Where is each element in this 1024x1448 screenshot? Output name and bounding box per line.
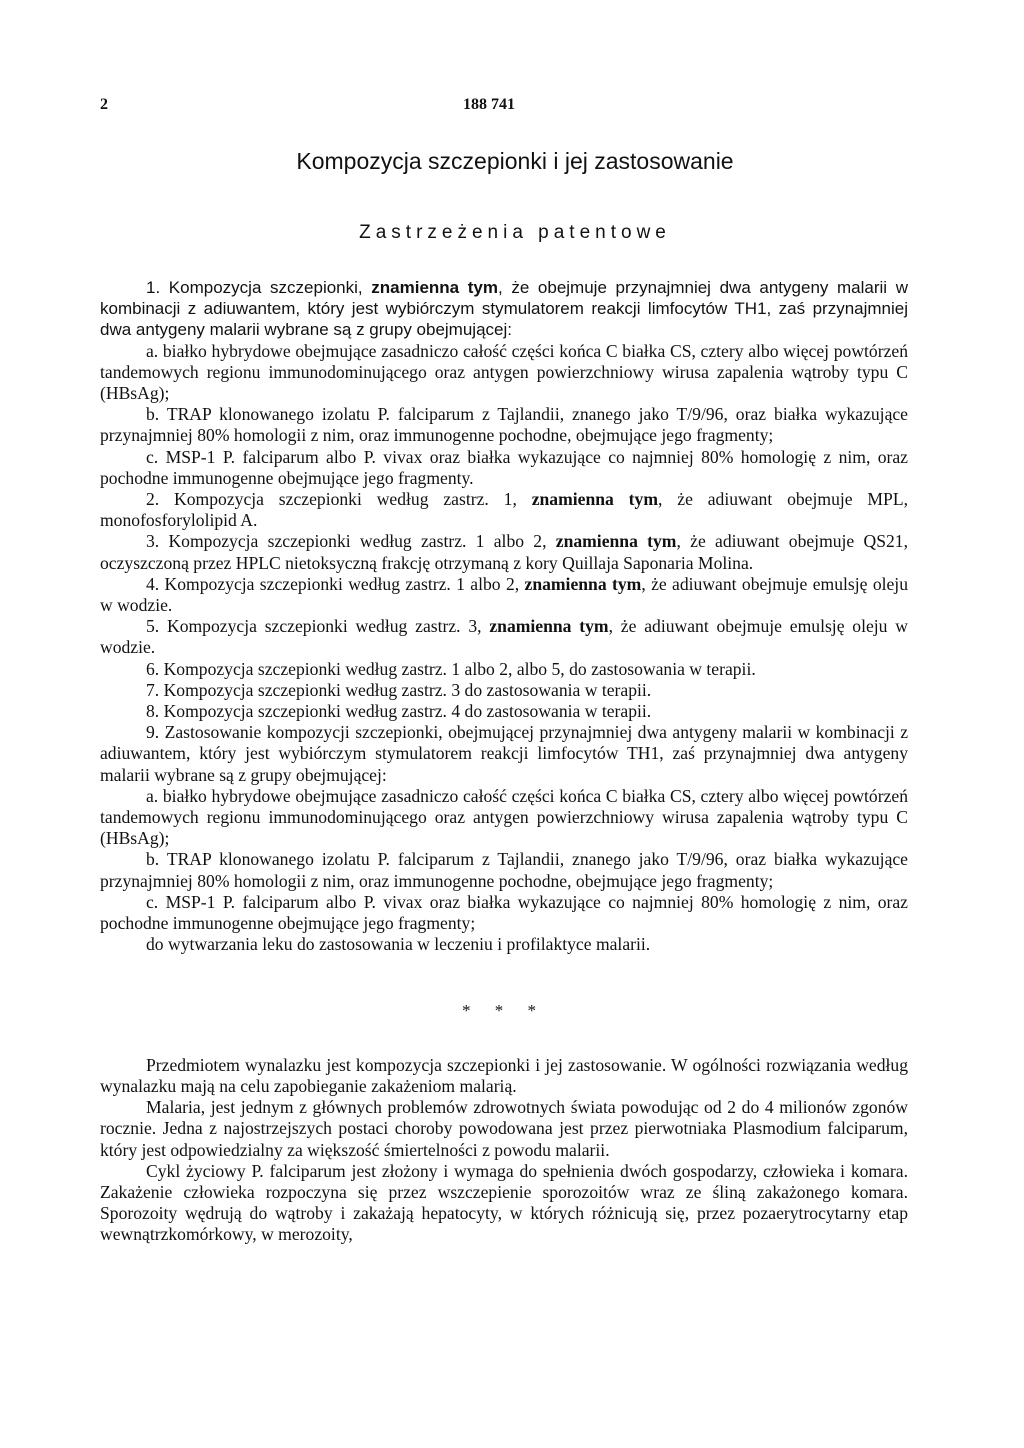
description-paragraph: Malaria, jest jednym z głównych problemów zdrowotnych świata powodując od 2 do 4 milionów zgonów rocznie. Jedna z najostrzejszych postaci choroby powodowana jest przez pierwotniaka Plasmodium falciparum, który jest odpowiedzialny za większość śmiertelności z powodu malarii.	[100, 1097, 908, 1160]
claim-8: 8. Kompozycja szczepionki według zastrz. 4 do zastosowania w terapii.	[146, 701, 652, 722]
claim-1-item-b: b. TRAP klonowanego izolatu P. falciparum z Tajlandii, znanego jako T/9/96, oraz białka wykazujące przynajmniej 80% homologii z nim, oraz immunogenne pochodne, obejmujące jego fragmenty;	[100, 404, 908, 446]
claim-3	[100, 531, 908, 573]
claim-1-item-a: a. białko hybrydowe obejmujące zasadniczo całość części końca C białka CS, cztery albo więcej powtórzeń tandemowych regionu immunodominującego oraz antygen powierzchniowy wirusa zapalenia wątroby typu C (HBsAg);	[100, 340, 908, 404]
claim-2-text: 2. Kompozycja szczepionki według zastrz. 1,	[146, 489, 532, 510]
claim-9-item-c: c. MSP-1 P. falciparum albo P. vivax oraz białka wykazujące co najmniej 80% homologię z nim, oraz pochodne immunogenne obejmujące jego fragmenty;	[100, 891, 908, 934]
claim-9-ending: do wytwarzania leku do zastosowania w leczeniu i profilaktyce malarii.	[146, 934, 651, 955]
claim-4	[100, 574, 908, 616]
page-number: 2	[100, 96, 108, 113]
claim-1-keyword: znamienna tym	[371, 278, 498, 297]
claim-4-text-cont: , że adiuwant obejmuje emulsję oleju w wodzie.	[100, 573, 908, 616]
claim-5-text-cont: , że adiuwant obejmuje emulsję oleju w wodzie.	[100, 616, 908, 658]
claim-4-text: 4. Kompozycja szczepionki według zastrz. 1 albo 2,	[146, 573, 525, 594]
claims-heading: Zastrzeżenia patentowe	[359, 222, 671, 243]
claim-3-text: 3. Kompozycja szczepionki według zastrz. 1 albo 2,	[146, 531, 556, 552]
claim-7: 7. Kompozycja szczepionki według zastrz. 3 do zastosowania w terapii.	[146, 679, 652, 700]
claim-5-text: 5. Kompozycja szczepionki według zastrz. 3,	[146, 616, 490, 637]
section-separator: * * *	[462, 1000, 546, 1020]
claim-2-keyword: znamienna tym	[531, 489, 658, 510]
claim-5-keyword: znamienna tym	[489, 616, 609, 637]
document-body	[100, 277, 908, 1246]
claim-5	[100, 616, 908, 658]
claim-9-item-a: a. białko hybrydowe obejmujące zasadniczo całość części końca C białka CS, cztery albo więcej powtórzeń tandemowych regionu immunodominującego oraz antygen powierzchniowy wirusa zapalenia wątroby typu C (HBsAg);	[100, 785, 908, 849]
claim-1	[100, 277, 908, 341]
claim-4-keyword: znamienna tym	[524, 573, 642, 594]
document-title: Kompozycja szczepionki i jej zastosowanie	[296, 148, 734, 174]
claim-1-text-cont: , że obejmuje przynajmniej dwa antygeny malarii w kombinacji z adiuwantem, który jest wybiórczym stymulatorem reakcji limfocytów TH1, zaś przynajmniej dwa antygeny malarii wybrane są z grupy obejmującej:	[100, 278, 908, 340]
page-header	[100, 96, 930, 120]
claim-3-keyword: znamienna tym	[555, 531, 677, 552]
claim-1-item-c: c. MSP-1 P. falciparum albo P. vivax oraz białka wykazujące co najmniej 80% homologię z nim, oraz pochodne immunogenne obejmujące jego fragmenty.	[100, 446, 908, 488]
claim-1-text: 1. Kompozycja szczepionki,	[146, 278, 372, 297]
description-paragraph: Cykl życiowy P. falciparum jest złożony i wymaga do spełnienia dwóch gospodarzy, człowieka i komara. Zakażenie człowieka rozpoczyna się przez wszczepienie sporozoitów wraz ze śliną zakażonego komara. Sporozoity wędrują do wątroby i zakażają hepatocyty, w których różnicują się, przez pozaerytrocytarny etap wewnątrzkomórkowy, w merozoity,	[100, 1160, 908, 1245]
claim-3-text-cont: , że adiuwant obejmuje QS21, oczyszczoną przez HPLC nietoksyczną frakcję otrzymaną z kory Quillaja Saponaria Molina.	[100, 531, 908, 573]
patent-number: 188 741	[463, 96, 515, 113]
claim-9-item-b: b. TRAP klonowanego izolatu P. falciparum z Tajlandii, znanego jako T/9/96, oraz białka wykazujące przynajmniej 80% homologii z nim, oraz immunogenne pochodne, obejmujące jego fragmenty;	[100, 849, 908, 891]
claim-6: 6. Kompozycja szczepionki według zastrz. 1 albo 2, albo 5, do zastosowania w terapii.	[146, 658, 756, 679]
description-paragraph: Przedmiotem wynalazku jest kompozycja szczepionki i jej zastosowanie. W ogólności rozwiązania według wynalazku mają na celu zapobieganie zakażeniom malarią.	[100, 1054, 908, 1096]
claim-9: 9. Zastosowanie kompozycji szczepionki, obejmującej przynajmniej dwa antygeny malarii w kombinacji z adiuwantem, który jest wybiórczym stymulatorem reakcji limfocytów TH1, zaś przynajmniej dwa antygeny malarii wybrane są z grupy obejmującej:	[100, 722, 908, 785]
claim-2-text-cont: , że adiuwant obejmuje MPL, monofosforylolipid A.	[100, 489, 908, 531]
claim-2	[100, 489, 908, 531]
